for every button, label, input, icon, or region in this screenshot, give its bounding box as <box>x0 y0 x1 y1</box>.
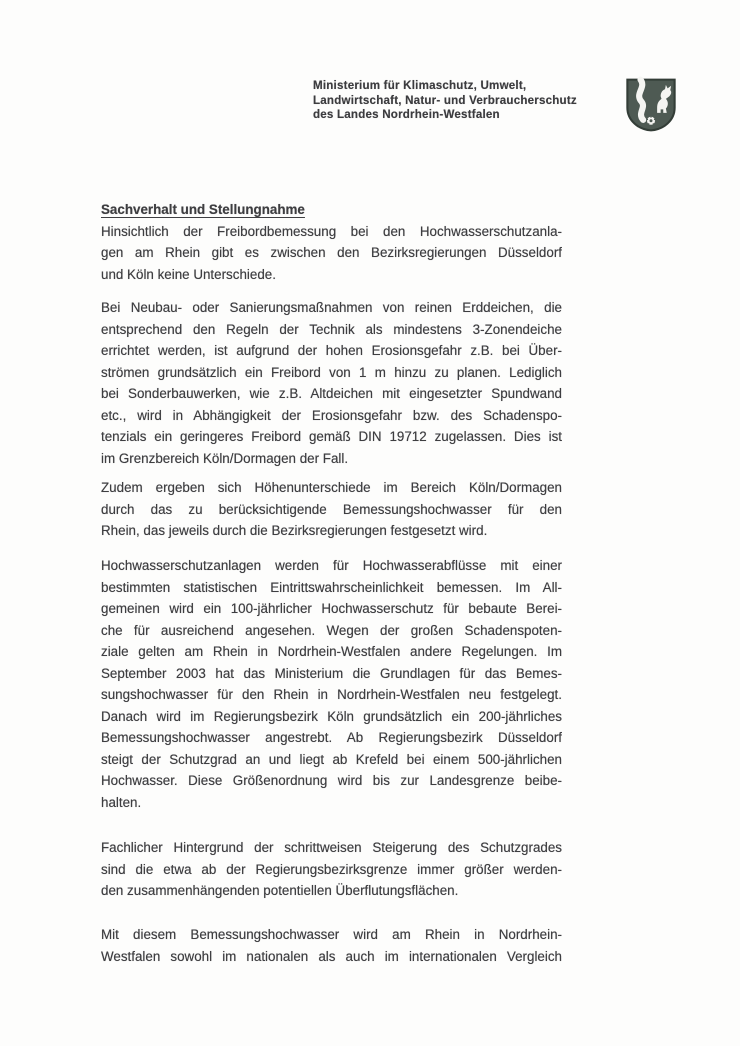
ministry-name-line: des Landes Nordrhein-Westfalen <box>313 108 500 122</box>
text-line: Bemessungshochwasser angestrebt. Ab Regierungsbezirk Düsseldorf <box>101 730 562 745</box>
text-line: Fachlicher Hintergrund der schrittweisen Steigerung des Schutzgrades <box>101 840 562 855</box>
text-line: tenzials ein geringeres Freibord gemäß DIN 19712 zugelassen. Dies ist <box>101 429 562 444</box>
text-line: steigt der Schutzgrad an und liegt ab Krefeld bei einem 500-jährlichen <box>101 751 562 767</box>
text-line: Rhein, das jeweils durch die Bezirksregierungen festgesetzt wird. <box>101 523 488 538</box>
paragraph <box>101 837 562 902</box>
text-line: etc., wird in Abhängigkeit der Erosionsgefahr bzw. des Schadenspo- <box>101 407 562 423</box>
text-line: halten. <box>101 794 142 810</box>
ministry-name-block <box>313 79 623 123</box>
text-line: sind die etwa ab der Regierungsbezirksgrenze immer größer werden- <box>101 861 562 877</box>
letter-body <box>101 199 562 967</box>
text-line: bestimmten statistischen Eintrittswahrscheinlichkeit bemessen. Im All- <box>101 579 562 595</box>
text-line: gen am Rhein gibt es zwischen den Bezirksregierungen Düsseldorf <box>101 245 562 260</box>
text-line: strömen grundsätzlich ein Freibord von 1 m hinzu zu planen. Lediglich <box>101 364 562 380</box>
paragraph <box>101 477 562 542</box>
paragraph <box>101 221 562 286</box>
text-line: Hinsichtlich der Freibordbemessung bei den Hochwasserschutzanla- <box>101 223 562 239</box>
text-line: im Grenzbereich Köln/Dormagen der Fall. <box>101 450 349 466</box>
rhine-band-shape <box>639 80 643 120</box>
ministry-name-line: Landwirtschaft, Natur- und Verbraucherschutz <box>313 93 577 107</box>
paragraph <box>101 924 562 967</box>
text-line: Zudem ergeben sich Höhenunterschiede im Bereich Köln/Dormagen <box>101 480 562 495</box>
rose-center <box>650 119 653 122</box>
paragraph <box>101 297 562 469</box>
text-line: che für ausreichend angesehen. Wegen der großen Schadenspoten- <box>101 622 562 638</box>
text-line: ziale gelten am Rhein in Nordrhein-Westfalen andere Regelungen. Im <box>101 644 562 659</box>
text-line: und Köln keine Unterschiede. <box>101 266 276 282</box>
paragraphs-container <box>101 221 562 968</box>
paragraph <box>101 555 562 813</box>
text-line: den zusammenhängenden potentiellen Überflutungsflächen. <box>101 883 459 898</box>
text-line: Danach wird im Regierungsbezirk Köln grundsätzlich ein 200-jährliches <box>101 708 562 724</box>
text-line: bei Sonderbauwerken, wie z.B. Altdeichen mit eingesetzter Spundwand <box>101 386 562 401</box>
text-line: Bei Neubau- oder Sanierungsmaßnahmen von reinen Erddeichen, die <box>101 300 562 315</box>
text-line: gemeinen wird ein 100-jährlicher Hochwasserschutz für bebaute Berei- <box>101 601 562 616</box>
nrw-coat-of-arms-icon <box>623 76 679 134</box>
ministry-name-line: Ministerium für Klimaschutz, Umwelt, <box>313 79 527 92</box>
text-line: Westfalen sowohl im nationalen als auch im internationalen Vergleich <box>101 948 562 964</box>
text-line: Mit diesem Bemessungshochwasser wird am Rhein in Nordrhein- <box>101 927 562 942</box>
text-line: entsprechend den Regeln der Technik als mindestens 3-Zonendeiche <box>101 321 562 337</box>
text-line: sungshochwasser für den Rhein in Nordrhein-Westfalen neu festgelegt. <box>101 687 562 702</box>
text-line: Hochwasserschutzanlagen werden für Hochwasserabflüsse mit einer <box>101 558 562 573</box>
section-heading: Sachverhalt und Stellungnahme <box>101 202 305 217</box>
text-line: September 2003 hat das Ministerium die Grundlagen für das Bemes- <box>101 665 562 681</box>
text-line: errichtet werden, ist aufgrund der hohen Erosionsgefahr z.B. bei Über- <box>101 343 562 358</box>
text-line: durch das zu berücksichtigende Bemessungshochwasser für den <box>101 501 562 517</box>
text-line: Hochwasser. Diese Größenordnung wird bis zur Landesgrenze beibe- <box>101 773 562 788</box>
